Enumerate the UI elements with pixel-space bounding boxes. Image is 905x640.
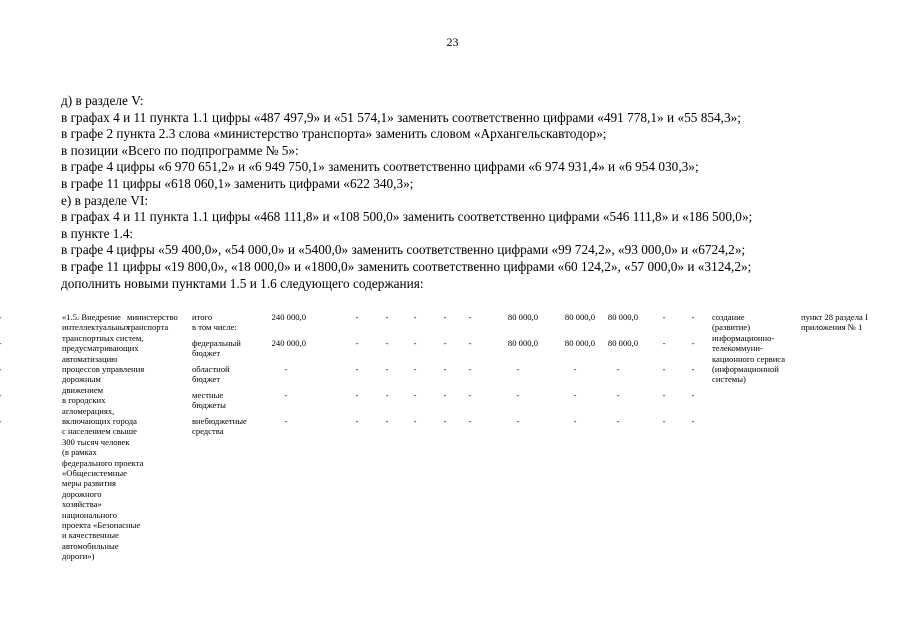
item-name-line: с населением свыше — [62, 426, 137, 437]
result-line: кационного сервиса — [712, 353, 786, 364]
value-cell: - — [616, 390, 620, 400]
paragraph: в графе 11 цифры «618 060,1» заменить цифрами «622 340,3»; — [61, 175, 414, 191]
item-name-line: автоматизацию — [62, 353, 118, 364]
value-cell: - — [468, 338, 472, 348]
value-cell: - — [691, 390, 695, 400]
value-cell — [0, 364, 7, 374]
value-cell: - — [443, 416, 447, 426]
value-cell: - — [662, 364, 666, 374]
value-cell: - — [413, 312, 417, 322]
value-cell — [0, 312, 7, 322]
funding-source-line: средства — [192, 426, 224, 437]
value-cell: 80 000,0 — [564, 338, 595, 348]
value-cell: - — [573, 364, 577, 374]
executor-line: транспорта — [127, 322, 169, 333]
value-cell: 80 000,0 — [507, 312, 538, 322]
result-line: системы) — [712, 374, 746, 385]
value-cell: - — [443, 338, 447, 348]
item-name-line: дороги») — [62, 551, 95, 562]
funding-source-line: бюджет — [192, 348, 221, 359]
value-cell: - — [443, 390, 447, 400]
funding-source-line: бюджет — [192, 374, 221, 385]
item-name-line: дорожного — [62, 488, 102, 499]
funding-source-line: внебюджетные — [192, 416, 247, 426]
item-name-line: «Общесистемные — [62, 468, 127, 478]
funding-source-line: итого — [192, 312, 213, 322]
item-name-line: автомобильные — [62, 540, 119, 551]
value-cell: - — [662, 416, 666, 426]
value-cell: 80 000,0 — [507, 338, 538, 348]
value-cell: - — [284, 416, 288, 426]
result-line: (развитие) — [712, 322, 751, 333]
funding-source-line: местные — [192, 390, 224, 400]
value-cell: - — [662, 338, 666, 348]
value-cell: - — [616, 364, 620, 374]
value-cell: - — [355, 338, 359, 348]
value-cell: - — [413, 338, 417, 348]
paragraph: в позиции «Всего по подпрограмме № 5»: — [61, 142, 299, 158]
value-cell: - — [468, 390, 472, 400]
value-cell: - — [516, 416, 520, 426]
value-cell — [0, 416, 7, 426]
value-cell: - — [616, 416, 620, 426]
paragraph: д) в разделе V: — [61, 93, 144, 108]
item-name-line: (в рамках — [62, 447, 97, 458]
value-cell: - — [413, 364, 417, 374]
executor-line: министерство — [127, 312, 178, 322]
item-name-line: транспортных систем, — [62, 332, 144, 343]
item-name-line: интеллектуальных — [62, 322, 130, 333]
value-cell: - — [662, 312, 666, 322]
value-cell: 80 000,0 — [607, 312, 638, 322]
value-cell: 80 000,0 — [607, 338, 638, 348]
item-name-line: включающих города — [62, 416, 137, 426]
value-cell: - — [468, 312, 472, 322]
value-cell: 80 000,0 — [564, 312, 595, 322]
item-name-line: агломерациях, — [62, 405, 115, 416]
paragraph: в графе 4 цифры «6 970 651,2» и «6 949 750,1» заменить соответственно цифрами «6 974 931,4» и «6 954 030,3»; — [61, 159, 699, 175]
value-cell: 240 000,0 — [271, 338, 306, 348]
value-cell — [0, 338, 7, 348]
paragraph: в графе 11 цифры «19 800,0», «18 000,0» и «1800,0» заменить соответственно цифрами «60 124,2», «57 000,0» и «3124,2»; — [61, 258, 752, 274]
item-name-line: проекта «Безопасные — [62, 520, 141, 530]
value-cell: - — [385, 338, 389, 348]
value-cell: - — [516, 364, 520, 374]
value-cell: - — [385, 364, 389, 374]
result-line: телекоммуни- — [712, 343, 763, 354]
paragraph: е) в разделе VI: — [61, 192, 149, 208]
value-cell: - — [516, 390, 520, 400]
result-line: (информационной — [712, 364, 779, 374]
item-name-line: и качественные — [62, 530, 119, 541]
reference-line: пункт 28 раздела I — [801, 312, 868, 322]
page-number: 23 — [446, 35, 459, 49]
paragraph: в графах 4 и 11 пункта 1.1 цифры «487 497,9» и «51 574,1» заменить соответственно цифрами «491 778,1» и «55 854,3»; — [61, 109, 741, 125]
item-name-line: «1.5. Внедрение — [62, 312, 121, 322]
value-cell: 240 000,0 — [271, 312, 306, 322]
value-cell: - — [413, 390, 417, 400]
value-cell: - — [385, 416, 389, 426]
value-cell: - — [355, 416, 359, 426]
value-cell: - — [385, 390, 389, 400]
value-cell: - — [662, 390, 666, 400]
value-cell: - — [413, 416, 417, 426]
value-cell: - — [284, 390, 288, 400]
value-cell — [0, 390, 7, 400]
value-cell: - — [385, 312, 389, 322]
result-line: информационно- — [712, 332, 775, 343]
funding-source-line: областной — [192, 364, 230, 374]
funding-source-line: бюджеты — [192, 400, 226, 411]
value-cell: - — [443, 312, 447, 322]
item-name-line: предусматривающих — [62, 343, 139, 354]
value-cell: - — [691, 338, 695, 348]
paragraph: в графе 4 цифры «59 400,0», «54 000,0» и «5400,0» заменить соответственно цифрами «99 724,2», «93 000,0» и «6724,2»; — [61, 242, 746, 258]
item-name-line: процессов управления — [62, 364, 145, 374]
paragraph: дополнить новыми пунктами 1.5 и 1.6 следующего содержания: — [61, 275, 424, 291]
funding-source-line: федеральный — [192, 338, 241, 348]
result-line: создание — [712, 312, 745, 322]
value-cell: - — [691, 416, 695, 426]
item-name-line: федерального проекта — [62, 457, 144, 468]
value-cell: - — [443, 364, 447, 374]
value-cell: - — [468, 416, 472, 426]
funding-source-line: в том числе: — [192, 322, 237, 333]
value-cell: - — [691, 312, 695, 322]
paragraph: в графах 4 и 11 пункта 1.1 цифры «468 111,8» и «108 500,0» заменить соответственно цифрами «546 111,8» и «186 500,0»; — [61, 209, 753, 225]
item-name-line: дорожным — [62, 374, 101, 385]
value-cell: - — [355, 364, 359, 374]
paragraph: в графе 2 пункта 2.3 слова «министерство транспорта» заменить словом «Архангельскавтодор»; — [61, 126, 607, 142]
value-cell: - — [355, 390, 359, 400]
value-cell: - — [573, 390, 577, 400]
value-cell: - — [468, 364, 472, 374]
item-name-line: меры развития — [62, 478, 116, 489]
item-name-line: национального — [62, 509, 118, 520]
item-name-line: 300 тысяч человек — [62, 436, 130, 447]
item-name-line: движением — [62, 384, 104, 395]
value-cell: - — [691, 364, 695, 374]
value-cell: - — [573, 416, 577, 426]
value-cell: - — [284, 364, 288, 374]
reference-line: приложения № 1 — [801, 322, 863, 333]
paragraph: в пункте 1.4: — [61, 225, 134, 241]
value-cell: - — [355, 312, 359, 322]
item-name-line: в городских — [62, 395, 106, 406]
item-name-line: хозяйства» — [62, 499, 102, 510]
